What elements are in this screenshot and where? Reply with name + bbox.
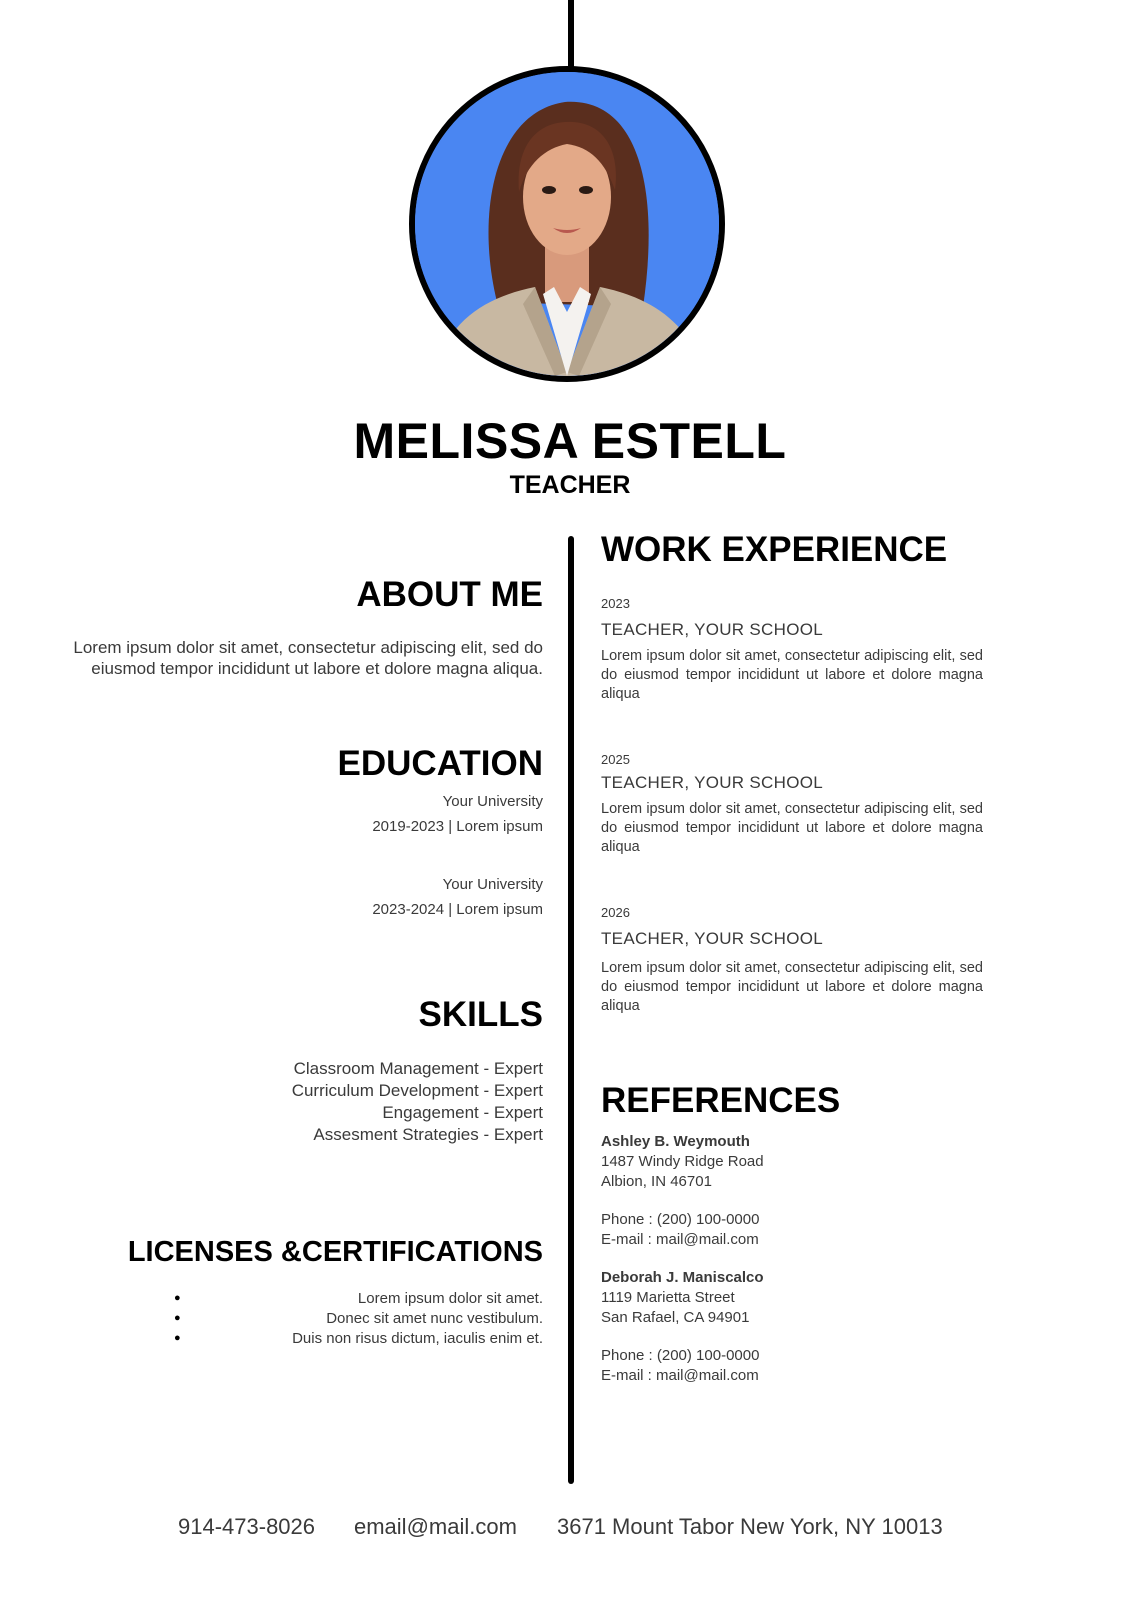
column-divider — [568, 536, 574, 1484]
reference-address: 1487 Windy Ridge Road — [601, 1153, 764, 1170]
reference-email: E-mail : mail@mail.com — [601, 1231, 759, 1248]
license-item: Lorem ipsum dolor sit amet. — [357, 1290, 543, 1307]
job-description: Lorem ipsum dolor sit amet, consectetur adipiscing elit, sed do eiusmod tempor incididunt ut labore et dolore magna aliqua — [601, 960, 983, 1014]
bullet-icon: ● — [174, 1312, 181, 1324]
job-description: Lorem ipsum dolor sit amet, consectetur adipiscing elit, sed do eiusmod tempor incididunt ut labore et dolore magna aliqua — [601, 648, 983, 702]
license-item: Donec sit amet nunc vestibulum. — [326, 1310, 543, 1327]
profile-photo — [409, 66, 725, 382]
education-meta: 2023-2024 | Lorem ipsum — [372, 901, 543, 918]
licenses-title: LICENSES &CERTIFICATIONS — [127, 1236, 543, 1268]
education-school: Your University — [442, 793, 543, 810]
education-title: EDUCATION — [337, 744, 543, 783]
skills-title: SKILLS — [418, 995, 543, 1034]
about-title: ABOUT ME — [356, 575, 543, 614]
job-year: 2023 — [601, 596, 630, 611]
top-connector-line — [568, 0, 574, 72]
job-year: 2025 — [601, 752, 630, 767]
license-item: Duis non risus dictum, iaculis enim et. — [292, 1330, 543, 1347]
skill-item: Assesment Strategies - Expert — [313, 1125, 543, 1144]
portrait-illustration — [415, 72, 719, 376]
candidate-role: TEACHER — [509, 471, 631, 499]
about-text: Lorem ipsum dolor sit amet, consectetur adipiscing elit, sed do eiusmod tempor incididunt ut labore et dolore magna aliqua. — [73, 638, 543, 678]
skill-item: Engagement - Expert — [382, 1103, 543, 1122]
reference-phone: Phone : (200) 100-0000 — [601, 1347, 760, 1364]
reference-name: Ashley B. Weymouth — [601, 1133, 750, 1150]
skill-item: Curriculum Development - Expert — [291, 1081, 543, 1100]
job-title: TEACHER, YOUR SCHOOL — [601, 929, 824, 948]
job-year: 2026 — [601, 905, 630, 920]
job-description: Lorem ipsum dolor sit amet, consectetur adipiscing elit, sed do eiusmod tempor incididunt ut labore et dolore magna aliqua — [601, 801, 983, 855]
footer-email: email@mail.com — [354, 1514, 517, 1539]
footer-phone: 914-473-8026 — [178, 1514, 316, 1539]
education-school: Your University — [442, 876, 543, 893]
footer-address: 3671 Mount Tabor New York, NY 10013 — [557, 1514, 943, 1539]
reference-address: 1119 Marietta Street — [601, 1289, 735, 1306]
references-title: REFERENCES — [601, 1081, 841, 1120]
work-experience-title: WORK EXPERIENCE — [601, 530, 948, 569]
bullet-icon: ● — [174, 1292, 181, 1304]
bullet-icon: ● — [174, 1332, 181, 1344]
reference-email: E-mail : mail@mail.com — [601, 1367, 759, 1384]
reference-city: San Rafael, CA 94901 — [601, 1309, 750, 1326]
candidate-name: MELISSA ESTELL — [353, 413, 787, 469]
education-meta: 2019-2023 | Lorem ipsum — [372, 818, 543, 835]
reference-name: Deborah J. Maniscalco — [601, 1269, 764, 1286]
reference-city: Albion, IN 46701 — [601, 1173, 712, 1190]
job-title: TEACHER, YOUR SCHOOL — [601, 773, 824, 792]
skill-item: Classroom Management - Expert — [293, 1059, 543, 1078]
job-title: TEACHER, YOUR SCHOOL — [601, 620, 824, 639]
reference-phone: Phone : (200) 100-0000 — [601, 1211, 760, 1228]
